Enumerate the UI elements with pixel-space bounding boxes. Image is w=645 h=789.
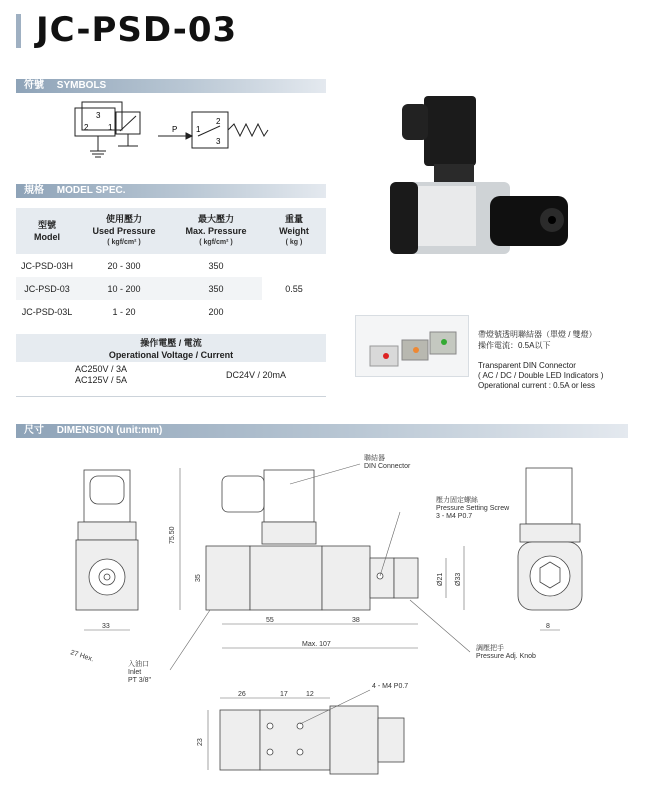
screw-cn-label: 壓力固定螺絲 bbox=[436, 497, 478, 504]
model-spec-section-header bbox=[16, 184, 326, 198]
connector-note-en2: ( AC / DC / Double LED Indicators ) bbox=[478, 371, 604, 380]
model-spec-header-cn: 規格 bbox=[24, 185, 44, 196]
din-connector-photo bbox=[355, 315, 469, 377]
dim-7550: 75.50 bbox=[169, 526, 176, 544]
symbol-label-p: P bbox=[172, 125, 178, 134]
voltage-header-en: Operational Voltage / Current bbox=[108, 350, 234, 360]
dimension-drawing bbox=[0, 440, 645, 789]
model-spec-header-en: MODEL SPEC. bbox=[56, 185, 126, 196]
dim-17: 17 bbox=[280, 691, 288, 698]
dim-26: 26 bbox=[238, 691, 246, 698]
voltage-dc: DC24V / 20mA bbox=[225, 370, 287, 380]
header-weight-cn: 重量 bbox=[284, 214, 303, 224]
dim-d21: Ø21 bbox=[437, 572, 444, 586]
front-view-connector bbox=[264, 470, 314, 522]
header-max-en: Max. Pressure bbox=[185, 226, 247, 236]
spec-table-header-row bbox=[16, 208, 326, 254]
bottom-view-body bbox=[220, 710, 260, 770]
connector-note-cn bbox=[478, 329, 597, 351]
connector-note-en bbox=[478, 361, 603, 391]
row-used-pressure: 20 - 300 bbox=[78, 254, 170, 277]
voltage-header-cn: 操作電壓 / 電流 bbox=[140, 338, 202, 348]
din-en-label: DIN Connector bbox=[364, 463, 411, 470]
din-cn-label: 聯結器 bbox=[364, 455, 385, 462]
dim-23: 23 bbox=[197, 738, 204, 746]
page-title: JC-PSD-03 bbox=[36, 10, 238, 50]
row-model: JC-PSD-03H bbox=[16, 254, 78, 277]
hydraulic-symbols-diagram bbox=[60, 96, 290, 166]
inlet-en-label: Inlet bbox=[128, 669, 142, 676]
screw-spec-label: 3 - M4 P0.7 bbox=[436, 513, 473, 520]
dimension-section-header bbox=[16, 424, 628, 438]
dim-35: 35 bbox=[195, 574, 202, 582]
symbol-label-2b: 2 bbox=[216, 117, 221, 126]
dim-27-hex: 27 Hex. bbox=[69, 649, 95, 664]
row-max-pressure: 350 bbox=[170, 254, 262, 277]
symbol-label-2: 2 bbox=[84, 123, 89, 132]
voltage-ac2: AC125V / 5A bbox=[74, 375, 128, 385]
screw-en-label: Pressure Setting Screw bbox=[436, 505, 510, 512]
row-max-pressure: 200 bbox=[170, 300, 262, 323]
m4-label: 4 - M4 P0.7 bbox=[372, 683, 409, 690]
header-weight bbox=[262, 208, 326, 254]
connector-note-en1: Transparent DIN Connector bbox=[478, 361, 576, 370]
title-accent-bar bbox=[16, 14, 21, 48]
header-weight-en: Weight bbox=[279, 226, 309, 236]
dim-8: 8 bbox=[546, 623, 550, 630]
connector-note-en3: Operational current : 0.5A or less bbox=[478, 381, 595, 390]
table-row bbox=[16, 254, 326, 277]
symbol-label-3: 3 bbox=[96, 111, 101, 120]
row-used-pressure: 1 - 20 bbox=[78, 300, 170, 323]
header-model-en: Model bbox=[34, 232, 60, 242]
dim-55: 55 bbox=[266, 617, 274, 624]
dim-d33: Ø33 bbox=[455, 572, 462, 586]
row-model: JC-PSD-03 bbox=[16, 277, 78, 300]
row-model: JC-PSD-03L bbox=[16, 300, 78, 323]
header-weight-unit: ( kg ) bbox=[285, 239, 303, 246]
voltage-ac bbox=[16, 364, 186, 386]
header-max-cn: 最大壓力 bbox=[197, 214, 234, 224]
row-max-pressure: 350 bbox=[170, 277, 262, 300]
connector-note-cn2: 操作電流：0.5A以下 bbox=[478, 341, 551, 350]
header-used-en: Used Pressure bbox=[92, 226, 156, 236]
dim-12: 12 bbox=[306, 691, 314, 698]
connector-note-cn1: 帶燈號透明聯結器（單燈 / 雙燈） bbox=[478, 330, 597, 339]
dimension-header-cn: 尺寸 bbox=[24, 425, 44, 436]
voltage-header bbox=[16, 334, 326, 362]
row-weight: 0.55 bbox=[262, 254, 326, 323]
header-max-unit: ( kgf/cm² ) bbox=[199, 239, 233, 246]
dimension-header-en: DIMENSION (unit:mm) bbox=[56, 425, 163, 436]
symbol-label-3b: 3 bbox=[216, 137, 221, 146]
header-max-pressure bbox=[170, 208, 262, 254]
symbols-header-cn: 符號 bbox=[24, 80, 44, 91]
header-used-unit: ( kgf/cm² ) bbox=[107, 239, 141, 246]
dim-107: Max. 107 bbox=[302, 641, 331, 648]
dim-38: 38 bbox=[352, 617, 360, 624]
model-spec-table bbox=[16, 208, 326, 323]
symbols-header-en: SYMBOLS bbox=[56, 80, 107, 91]
symbols-section-header bbox=[16, 79, 326, 93]
row-used-pressure: 10 - 200 bbox=[78, 277, 170, 300]
header-model-cn: 型號 bbox=[37, 220, 56, 230]
right-view-connector bbox=[526, 468, 572, 524]
symbol-label-1b: 1 bbox=[196, 125, 201, 134]
dim-33: 33 bbox=[102, 623, 110, 630]
header-used-cn: 使用壓力 bbox=[105, 214, 142, 224]
knob-cn-label: 調壓把手 bbox=[476, 645, 504, 652]
voltage-ac1: AC250V / 3A bbox=[74, 364, 128, 374]
inlet-pt-label: PT 3/8" bbox=[128, 677, 151, 684]
knob-en-label: Pressure Adj. Knob bbox=[476, 653, 536, 660]
symbol-label-1: 1 bbox=[108, 123, 113, 132]
product-photo bbox=[380, 86, 580, 276]
header-used-pressure bbox=[78, 208, 170, 254]
voltage-divider bbox=[16, 396, 326, 397]
din-connector-image bbox=[356, 316, 468, 376]
header-model bbox=[16, 208, 78, 254]
inlet-cn-label: 入油口 bbox=[128, 661, 149, 668]
